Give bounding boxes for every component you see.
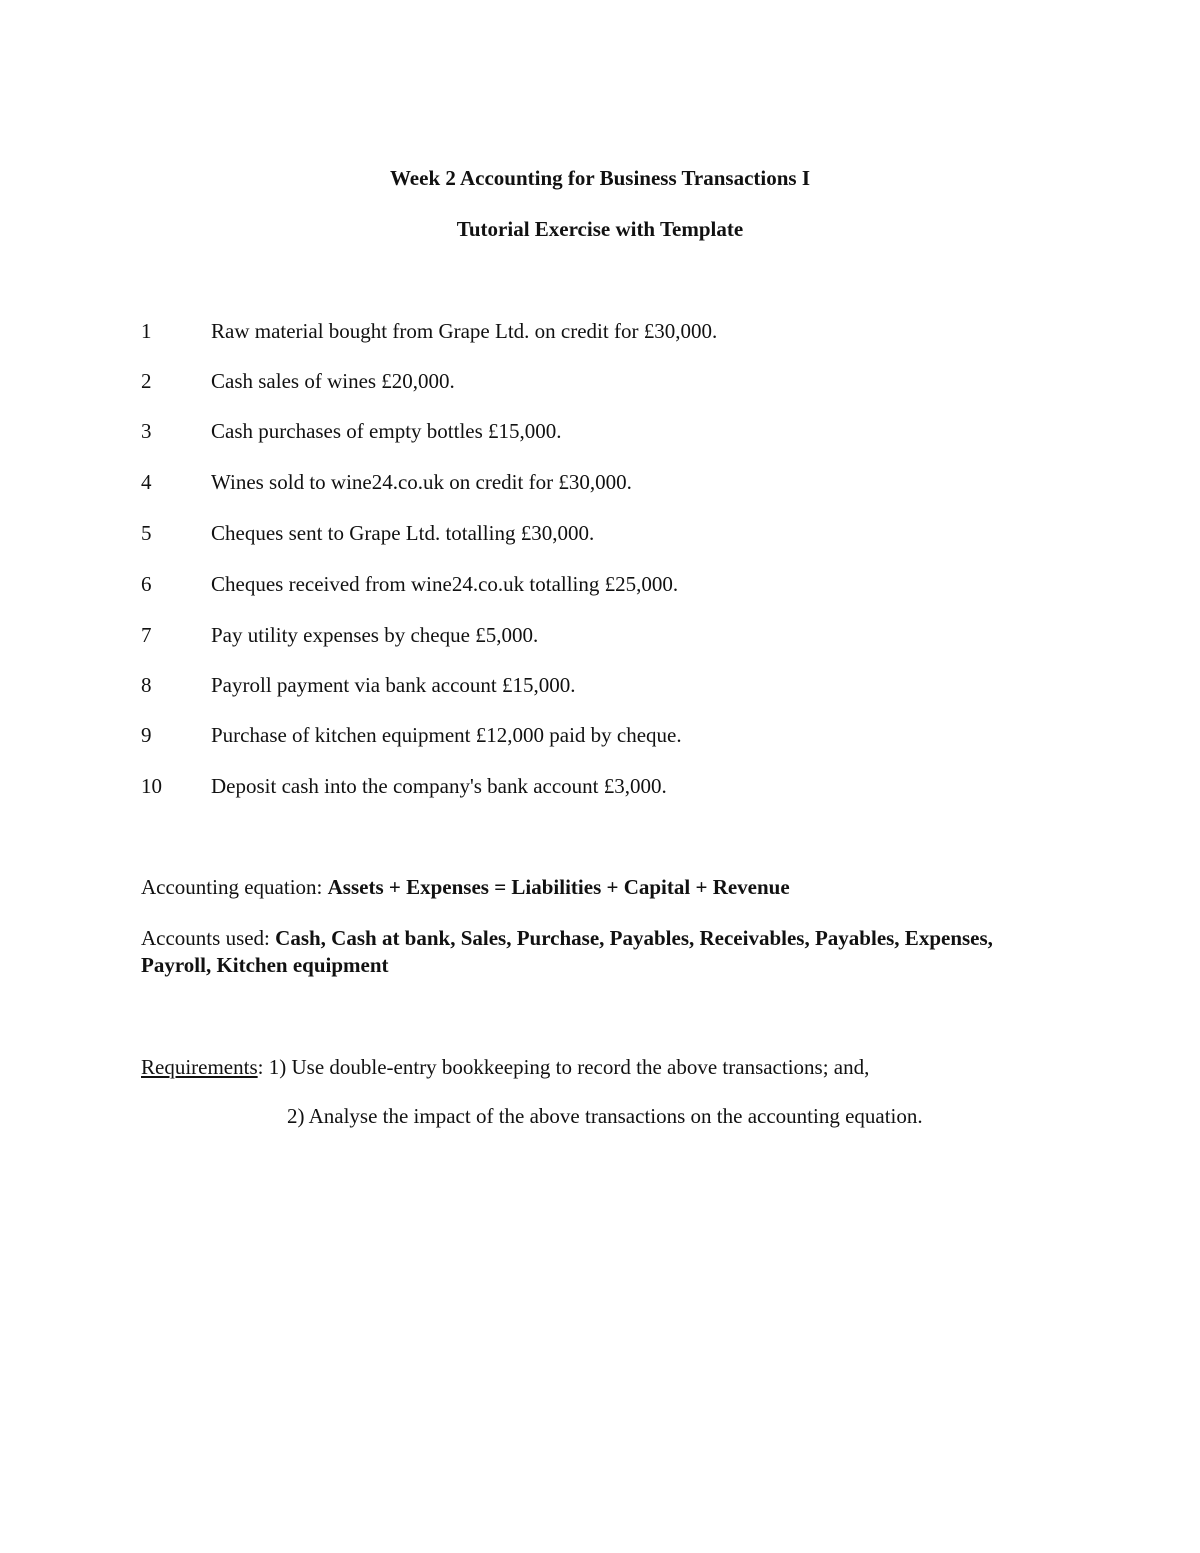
transaction-item [141,520,1101,546]
transaction-number: 5 [141,521,152,545]
requirement-item-2: 2) Analyse the impact of the above transactions on the accounting equation. [287,1104,923,1128]
transaction-item [141,418,1101,444]
transaction-text: Cheques received from wine24.co.uk totalling £25,000. [211,572,679,596]
requirements-line-1 [141,1054,869,1081]
transaction-number: 2 [141,369,152,393]
transaction-number: 7 [141,623,152,647]
document-title: Week 2 Accounting for Business Transactions I [389,166,811,190]
requirements-separator: : [257,1055,269,1079]
requirements-label: Requirements [141,1055,258,1079]
accounts-value: Cash, Cash at bank, Sales, Purchase, Payables, Receivables, Payables, Expenses, Payroll, Kitchen equipment [141,926,993,977]
transaction-text: Cash purchases of empty bottles £15,000. [211,419,562,443]
equation-value: Assets + Expenses = Liabilities + Capital + Revenue [327,875,790,899]
transaction-number: 6 [141,572,152,596]
transaction-text: Deposit cash into the company's bank account £3,000. [211,774,667,798]
transaction-number: 4 [141,470,152,494]
transaction-number: 3 [141,419,152,443]
transaction-text: Purchase of kitchen equipment £12,000 paid by cheque. [211,723,682,747]
transaction-text: Cash sales of wines £20,000. [211,369,455,393]
transaction-text: Wines sold to wine24.co.uk on credit for £30,000. [211,470,632,494]
requirement-item-1: 1) Use double-entry bookkeeping to record the above transactions; and, [268,1055,870,1079]
transaction-item [141,469,1101,495]
transaction-text: Raw material bought from Grape Ltd. on credit for £30,000. [211,319,718,343]
transaction-item [141,773,1101,799]
transaction-number: 10 [141,774,162,798]
accounting-equation [141,874,1021,901]
accounts-used [141,925,1021,979]
transaction-item [141,571,1101,597]
transaction-number: 8 [141,673,152,697]
equation-label: Accounting equation: [141,875,328,899]
document-subtitle: Tutorial Exercise with Template [456,217,744,241]
transaction-number: 9 [141,723,152,747]
transaction-item [141,318,1101,344]
accounts-label: Accounts used: [141,926,276,950]
transaction-item [141,622,1101,648]
transaction-text: Pay utility expenses by cheque £5,000. [211,623,539,647]
transaction-item [141,368,1101,394]
transaction-number: 1 [141,319,152,343]
transaction-item [141,722,1101,748]
transaction-text: Cheques sent to Grape Ltd. totalling £30,000. [211,521,595,545]
transaction-item [141,672,1101,698]
transaction-text: Payroll payment via bank account £15,000. [211,673,576,697]
